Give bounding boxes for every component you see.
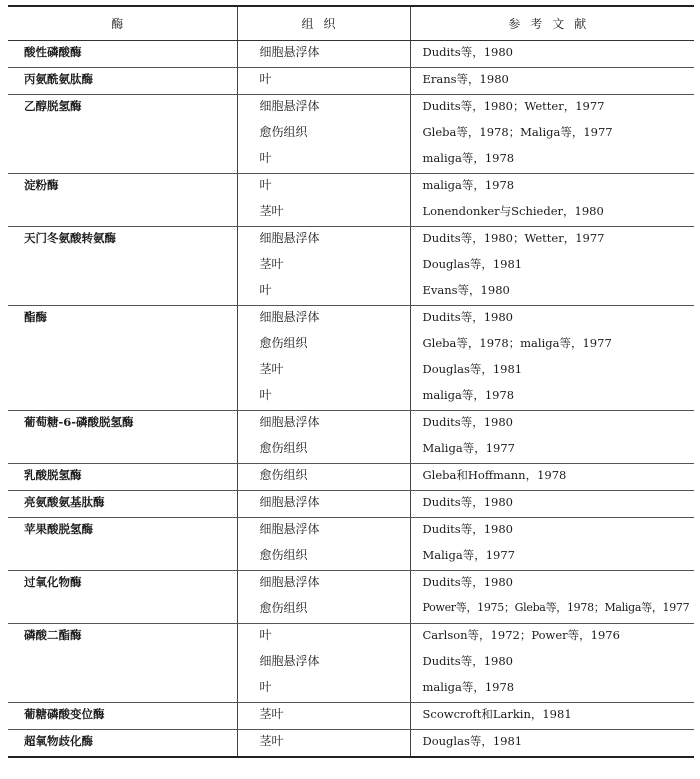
tissue-cell	[237, 227, 410, 306]
reference-entry: Dudits等，1980	[422, 45, 513, 59]
reference-entry: Douglas等，1981	[422, 257, 523, 271]
header-reference: 参考文献	[410, 6, 694, 41]
enzyme-name: 葡糖磷酸变位酶	[24, 707, 105, 721]
tissue-entry: 叶	[259, 151, 272, 165]
enzyme-name: 超氧物歧化酶	[24, 734, 93, 748]
tissue-cell	[237, 571, 410, 624]
enzyme-cell	[8, 411, 237, 464]
enzyme-name: 苹果酸脱氢酶	[24, 522, 93, 536]
tissue-entry: 细胞悬浮体	[259, 522, 320, 536]
header-tissue: 组织	[237, 6, 410, 41]
tissue-cell	[237, 306, 410, 411]
tissue-entry: 细胞悬浮体	[259, 45, 320, 59]
reference-entry: Douglas等，1981	[422, 362, 523, 376]
tissue-entry: 细胞悬浮体	[259, 310, 320, 324]
tissue-entry: 茎叶	[259, 204, 284, 218]
reference-entry: Maliga等，1977	[422, 548, 515, 562]
reference-cell	[410, 730, 694, 758]
tissue-cell	[237, 703, 410, 730]
table-row	[8, 703, 694, 730]
reference-entry: Gleba等，1978；Maliga等，1977	[422, 125, 613, 139]
tissue-entry: 茎叶	[259, 257, 284, 271]
enzyme-name: 乙醇脱氢酶	[24, 99, 82, 113]
table-row	[8, 411, 694, 464]
tissue-entry: 叶	[259, 283, 272, 297]
tissue-entry: 细胞悬浮体	[259, 415, 320, 429]
enzyme-cell	[8, 41, 237, 68]
enzyme-cell	[8, 518, 237, 571]
tissue-cell	[237, 491, 410, 518]
reference-cell	[410, 411, 694, 464]
enzyme-name: 酸性磷酸酶	[24, 45, 82, 59]
tissue-cell	[237, 464, 410, 491]
reference-cell	[410, 95, 694, 174]
header-enzyme: 酶	[8, 6, 237, 41]
reference-entry: Carlson等，1972；Power等，1976	[422, 628, 620, 642]
table-header-row	[8, 6, 694, 41]
tissue-entry: 细胞悬浮体	[259, 231, 320, 245]
enzyme-cell	[8, 68, 237, 95]
table-row	[8, 306, 694, 411]
enzyme-name: 过氧化物酶	[24, 575, 82, 589]
reference-entry: Dudits等，1980	[422, 310, 513, 324]
reference-cell	[410, 703, 694, 730]
enzyme-name: 葡萄糖-6-磷酸脱氢酶	[24, 415, 134, 429]
tissue-entry: 愈伤组织	[259, 601, 308, 615]
tissue-entry: 愈伤组织	[259, 125, 308, 139]
tissue-cell	[237, 411, 410, 464]
table-row	[8, 464, 694, 491]
enzyme-cell	[8, 464, 237, 491]
reference-cell	[410, 491, 694, 518]
reference-entry: Dudits等，1980	[422, 415, 513, 429]
tissue-cell	[237, 624, 410, 703]
reference-cell	[410, 174, 694, 227]
reference-cell	[410, 306, 694, 411]
table-row	[8, 174, 694, 227]
tissue-cell	[237, 174, 410, 227]
reference-entry: maliga等，1978	[422, 388, 515, 402]
tissue-entry: 叶	[259, 72, 272, 86]
table-row	[8, 571, 694, 624]
tissue-entry: 叶	[259, 388, 272, 402]
tissue-cell	[237, 68, 410, 95]
enzyme-name: 天门冬氨酸转氨酶	[24, 231, 116, 245]
tissue-entry: 细胞悬浮体	[259, 654, 320, 668]
reference-cell	[410, 624, 694, 703]
tissue-cell	[237, 518, 410, 571]
tissue-entry: 愈伤组织	[259, 441, 308, 455]
reference-entry: Dudits等，1980	[422, 654, 513, 668]
enzyme-name: 酯酶	[24, 310, 47, 324]
tissue-entry: 愈伤组织	[259, 548, 308, 562]
enzyme-cell	[8, 730, 237, 758]
reference-entry: Douglas等，1981	[422, 734, 523, 748]
tissue-cell	[237, 730, 410, 758]
tissue-entry: 叶	[259, 680, 272, 694]
table-row	[8, 518, 694, 571]
reference-cell	[410, 68, 694, 95]
reference-entry: Dudits等，1980	[422, 495, 513, 509]
reference-entry: Maliga等，1977	[422, 441, 515, 455]
enzyme-table	[8, 5, 694, 758]
reference-entry: maliga等，1978	[422, 178, 515, 192]
enzyme-cell	[8, 491, 237, 518]
table-row	[8, 624, 694, 703]
reference-entry: Dudits等，1980；Wetter，1977	[422, 231, 605, 245]
reference-entry: Gleba和Hoffmann，1978	[422, 468, 567, 482]
table-row	[8, 41, 694, 68]
reference-entry: maliga等，1978	[422, 151, 515, 165]
reference-cell	[410, 41, 694, 68]
tissue-entry: 茎叶	[259, 362, 284, 376]
tissue-entry: 愈伤组织	[259, 468, 308, 482]
table-row	[8, 491, 694, 518]
reference-cell	[410, 464, 694, 491]
reference-cell	[410, 227, 694, 306]
reference-entry: Gleba等，1978；maliga等，1977	[422, 336, 612, 350]
tissue-entry: 茎叶	[259, 707, 284, 721]
reference-entry: Evans等，1980	[422, 283, 510, 297]
table-row	[8, 227, 694, 306]
tissue-entry: 细胞悬浮体	[259, 575, 320, 589]
enzyme-cell	[8, 306, 237, 411]
enzyme-name: 淀粉酶	[24, 178, 59, 192]
reference-entry: Dudits等，1980；Wetter，1977	[422, 99, 605, 113]
reference-entry: Erans等，1980	[422, 72, 509, 86]
tissue-entry: 茎叶	[259, 734, 284, 748]
table-body	[8, 41, 694, 758]
enzyme-name: 磷酸二酯酶	[24, 628, 82, 642]
tissue-entry: 细胞悬浮体	[259, 495, 320, 509]
enzyme-name: 丙氨酰氨肽酶	[24, 72, 93, 86]
enzyme-name: 乳酸脱氢酶	[24, 468, 82, 482]
enzyme-cell	[8, 624, 237, 703]
tissue-cell	[237, 95, 410, 174]
enzyme-cell	[8, 571, 237, 624]
tissue-entry: 细胞悬浮体	[259, 99, 320, 113]
table-row	[8, 68, 694, 95]
reference-entry: Dudits等，1980	[422, 522, 513, 536]
enzyme-cell	[8, 227, 237, 306]
reference-entry: Lonendonker与Schieder，1980	[422, 204, 604, 218]
reference-cell	[410, 518, 694, 571]
enzyme-name: 亮氨酸氨基肽酶	[24, 495, 105, 509]
reference-entry: Scowcroft和Larkin，1981	[422, 707, 572, 721]
enzyme-cell	[8, 703, 237, 730]
enzyme-cell	[8, 174, 237, 227]
table-row	[8, 730, 694, 758]
reference-entry: Power等，1975；Gleba等，1978；Maliga等，1977	[422, 601, 690, 614]
enzyme-cell	[8, 95, 237, 174]
reference-cell	[410, 571, 694, 624]
tissue-entry: 叶	[259, 628, 272, 642]
tissue-entry: 愈伤组织	[259, 336, 308, 350]
reference-entry: Dudits等，1980	[422, 575, 513, 589]
table-row	[8, 95, 694, 174]
reference-entry: maliga等，1978	[422, 680, 515, 694]
tissue-cell	[237, 41, 410, 68]
tissue-entry: 叶	[259, 178, 272, 192]
